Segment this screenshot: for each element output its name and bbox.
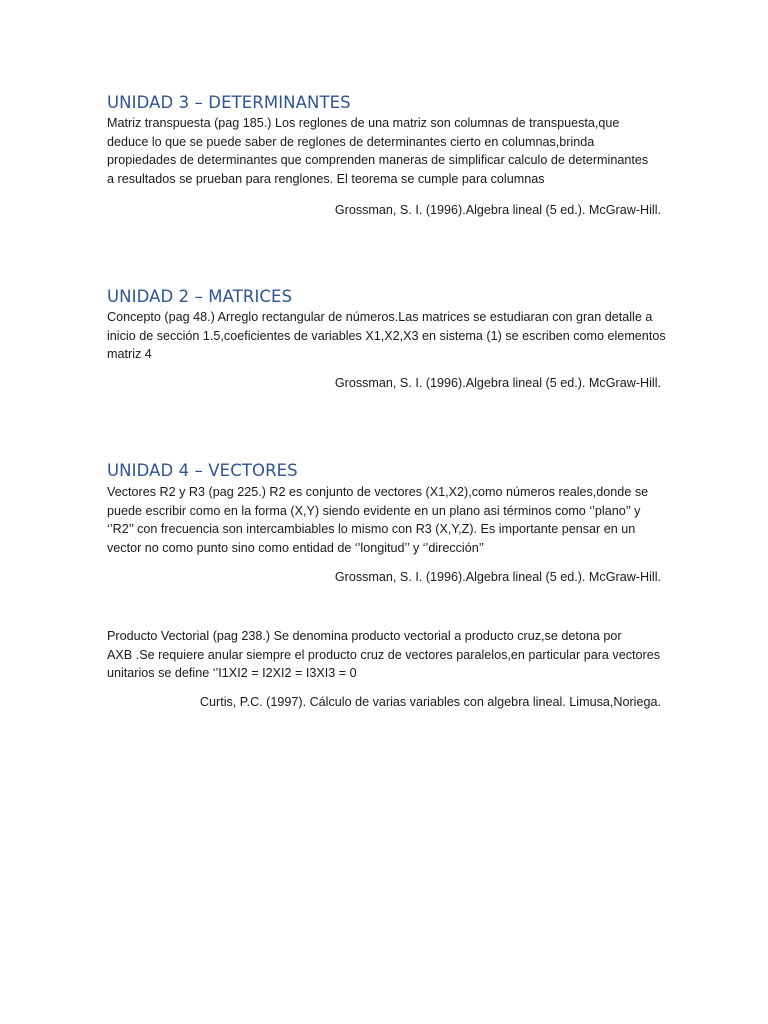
paragraph-line: Producto Vectorial (pag 238.) Se denomina producto vectorial a producto cruz,se detona por [107, 629, 622, 643]
section-paragraph-producto-vectorial [107, 627, 663, 683]
section-heading-unidad-3: UNIDAD 3 – DETERMINANTES [107, 93, 351, 112]
paragraph-line: matriz 4 [107, 347, 152, 362]
section-heading-unidad-2: UNIDAD 2 – MATRICES [107, 287, 293, 306]
paragraph-line: Concepto (pag 48.) Arreglo rectangular de números.Las matrices se estudiaran con gran detalle a [107, 310, 653, 324]
paragraph-line: a resultados se prueban para renglones. El teorema se cumple para columnas [107, 171, 545, 186]
paragraph-line: inicio de sección 1.5,coeficientes de variables X1,X2,X3 en sistema (1) se escriben como elementos [107, 328, 666, 343]
paragraph-line: vector no como punto sino como entidad de ‘’longitud’’ y ‘’dirección’’ [107, 540, 485, 555]
paragraph-line: AXB .Se requiere anular siempre el producto cruz de vectores paralelos,en particular para vectores [107, 647, 661, 662]
paragraph-line: ‘’R2’’ con frecuencia son intercambiables lo mismo con R3 (X,Y,Z). Es importante pensar en un [107, 522, 636, 537]
reference-citation: Grossman, S. I. (1996).Algebra lineal (5 ed.). McGraw-Hill. [334, 203, 661, 217]
section-paragraph-unidad-4 [107, 483, 663, 557]
paragraph-line: Matriz transpuesta (pag 185.) Los reglones de una matriz son columnas de transpuesta,que [107, 116, 620, 130]
section-paragraph-unidad-3 [107, 114, 663, 188]
paragraph-line: Vectores R2 y R3 (pag 225.) R2 es conjunto de vectores (X1,X2),como números reales,donde se [107, 485, 649, 499]
paragraph-line: deduce lo que se puede saber de reglones de determinantes cierto en columnas,brinda [107, 134, 595, 149]
paragraph-line: propiedades de determinantes que comprenden maneras de simplificar calculo de determinantes [107, 153, 649, 168]
section-heading-unidad-4: UNIDAD 4 – VECTORES [107, 461, 298, 480]
reference-citation: Grossman, S. I. (1996).Algebra lineal (5 ed.). McGraw-Hill. [334, 570, 661, 584]
reference-citation: Grossman, S. I. (1996).Algebra lineal (5 ed.). McGraw-Hill. [334, 376, 661, 390]
paragraph-line: puede escribir como en la forma (X,Y) siendo evidente en un plano asi términos como ‘’plano’’ y [107, 503, 641, 518]
section-paragraph-unidad-2 [107, 308, 666, 364]
reference-citation: Curtis, P.C. (1997). Cálculo de varias variables con algebra lineal. Limusa,Noriega. [199, 695, 661, 709]
paragraph-line: unitarios se define ‘’I1XI2 = I2XI2 = I3XI3 = 0 [107, 666, 357, 681]
